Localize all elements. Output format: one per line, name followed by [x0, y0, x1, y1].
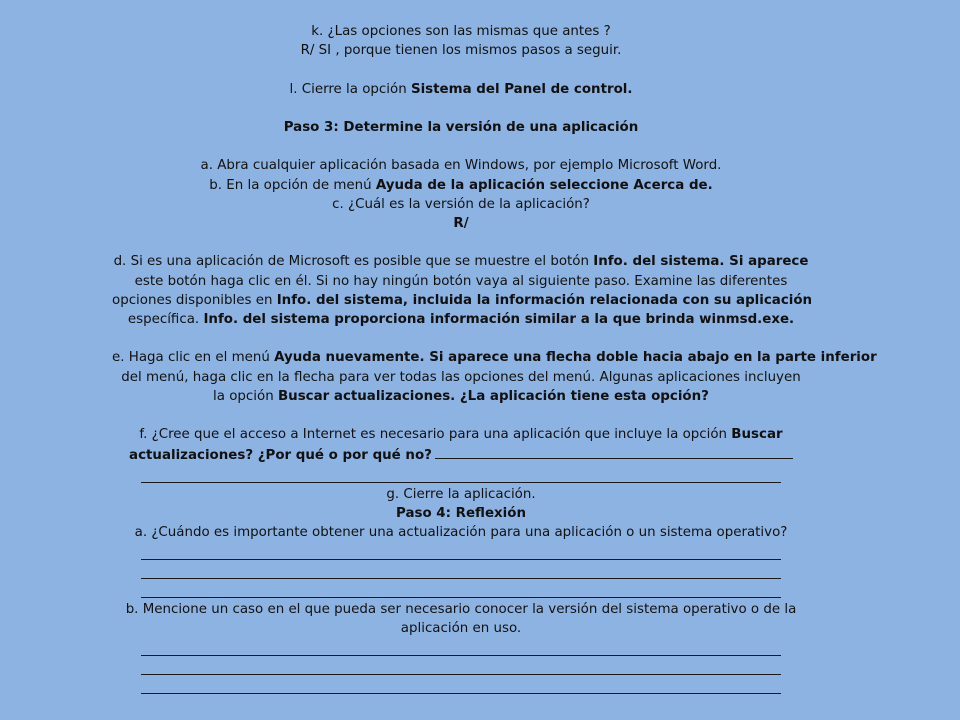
instruction-d-line4 — [112, 310, 810, 329]
question-f-line1-text: f. ¿Cree que el acceso a Internet es necesario para una aplicación que incluye la opción — [139, 427, 732, 443]
instruction-b-text: b. En la opción de menú — [209, 177, 376, 193]
step4-title: Paso 4: Reflexión — [395, 505, 527, 521]
instruction-a: a. Abra cualquier aplicación basada en Windows, por ejemplo Microsoft Word. — [200, 158, 722, 174]
question-f-line1-bold: Buscar — [731, 427, 783, 443]
document-body — [112, 22, 877, 696]
instruction-e-line1 — [112, 348, 877, 367]
answer-line-a-1 — [141, 542, 781, 561]
step3-title: Paso 3: Determine la versión de una aplicación — [283, 119, 639, 135]
spacer — [112, 329, 810, 348]
instruction-g: g. Cierre la aplicación. — [386, 486, 536, 502]
answer-line-f — [141, 466, 781, 485]
instruction-e-line3 — [112, 387, 810, 406]
spacer — [112, 233, 810, 252]
question-f-line1 — [112, 425, 810, 444]
instruction-l — [112, 80, 810, 99]
question-k: k. ¿Las opciones son las mismas que antes ? — [311, 24, 611, 39]
spacer — [112, 406, 810, 425]
answer-line-b-3 — [141, 677, 781, 696]
answer-k: R/ SI , porque tienen los mismos pasos a seguir. — [300, 43, 622, 59]
instruction-d-line3 — [112, 291, 813, 310]
instruction-e-line1-bold: Ayuda nuevamente. Si aparece una flecha doble hacia abajo en la parte inferior — [274, 350, 877, 366]
spacer — [112, 60, 810, 79]
reflection-b-line1: b. Mencione un caso en el que pueda ser necesario conocer la versión del sistema operativo o de la — [125, 601, 797, 617]
instruction-d-line3-text: opciones disponibles en — [112, 292, 277, 308]
answer-c — [112, 214, 810, 233]
instruction-d-line3-bold: Info. del sistema, incluida la información relacionada con su aplicación — [276, 292, 813, 308]
answer-blank-f-inline — [435, 444, 793, 459]
instruction-d-line1 — [112, 252, 810, 271]
answer-line-b-1 — [141, 638, 781, 657]
answer-line-a-3 — [141, 581, 781, 600]
question-c: c. ¿Cuál es la versión de la aplicación? — [332, 196, 590, 212]
instruction-e-line2: del menú, haga clic en la flecha para ver todas las opciones del menú. Algunas aplicaciones incluyen — [121, 369, 801, 385]
instruction-e-line1-text: e. Haga clic en el menú — [112, 350, 275, 366]
instruction-d-line1-bold: Info. del sistema. Si aparece — [593, 254, 809, 270]
reflection-b-line2: aplicación en uso. — [400, 621, 522, 637]
instruction-d-line4-bold: Info. del sistema proporciona información similar a la que brinda winmsd.exe. — [203, 311, 795, 327]
instruction-e-line3-text: la opción — [213, 388, 278, 404]
step3-heading — [112, 118, 810, 137]
answer-c-label: R/ — [453, 215, 469, 231]
step4-heading — [112, 504, 810, 523]
instruction-e-line3-bold: Buscar actualizaciones. ¿La aplicación tiene esta opción? — [277, 388, 709, 404]
instruction-d-line2: este botón haga clic en él. Si no hay ningún botón vaya al siguiente paso. Examine las diferentes — [134, 273, 788, 289]
reflection-a: a. ¿Cuándo es importante obtener una actualización para una aplicación o un sistema operativo? — [134, 525, 788, 541]
instruction-d-line4-text: específica. — [127, 311, 204, 327]
instruction-l-text: l. Cierre la opción — [289, 81, 411, 97]
question-f-line2-bold: actualizaciones? ¿Por qué o por qué no? — [129, 448, 432, 464]
instruction-l-bold: Sistema del Panel de control. — [410, 81, 633, 97]
instruction-b-bold: Ayuda de la aplicación seleccione Acerca de. — [375, 177, 713, 193]
answer-line-a-2 — [141, 562, 781, 581]
answer-line-b-2 — [141, 658, 781, 677]
question-f-line2 — [112, 444, 810, 465]
instruction-b — [112, 176, 810, 195]
spacer — [112, 137, 810, 156]
instruction-d-line1-text: d. Si es una aplicación de Microsoft es posible que se muestre el botón — [113, 254, 594, 270]
spacer — [112, 99, 810, 118]
